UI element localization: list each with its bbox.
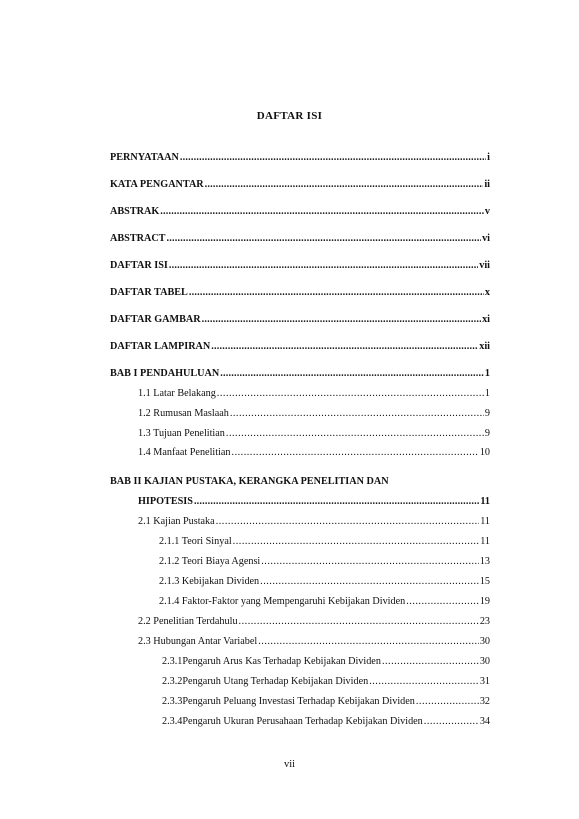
toc-entry-label: KATA PENGANTAR <box>110 179 204 190</box>
toc-entry-page: 1 <box>484 368 490 379</box>
toc-subentry <box>162 695 490 708</box>
toc-entry <box>110 367 490 380</box>
toc-entry-page: 30 <box>479 656 490 667</box>
leader-dots <box>258 635 479 648</box>
toc-entry-label: 2.1 Kajian Pustaka <box>138 516 215 527</box>
toc-subentry <box>138 427 490 440</box>
leader-dots <box>424 715 479 728</box>
toc-entry <box>110 205 490 218</box>
toc-entry-page: 11 <box>480 516 490 527</box>
toc-entry-page: v <box>484 206 490 217</box>
toc-entry-label: 2.3 Hubungan Antar Variabel <box>138 636 258 647</box>
toc-entry-label: 2.3.2Pengaruh Utang Terhadap Kebijakan Dividen <box>162 676 369 687</box>
toc-entry-page: 31 <box>479 676 490 687</box>
toc-entry-label: BAB I PENDAHULUAN <box>110 368 220 379</box>
leader-dots <box>205 178 484 191</box>
toc-subentry <box>159 575 490 588</box>
toc-entry-page: 19 <box>479 596 490 607</box>
toc-entry-label: 1.2 Rumusan Maslaah <box>138 408 229 419</box>
leader-dots <box>180 151 486 164</box>
toc-entry <box>110 232 490 245</box>
toc-entry-page: 11 <box>480 496 490 507</box>
toc-entry-label: 2.1.2 Teori Biaya Agensi <box>159 556 261 567</box>
toc-entry <box>110 151 490 164</box>
toc-subentry <box>162 655 490 668</box>
toc-entry <box>110 340 490 353</box>
toc-subentry <box>159 595 490 608</box>
toc-entry <box>110 178 490 191</box>
toc-entry-page: 10 <box>479 447 490 458</box>
toc-subentry <box>162 715 490 728</box>
leader-dots <box>232 446 479 459</box>
toc-entry-label: PERNYATAAN <box>110 152 179 163</box>
toc-entry-page: 30 <box>479 636 490 647</box>
toc-entry-page: i <box>487 152 490 163</box>
toc-entry <box>138 495 490 508</box>
leader-dots <box>166 232 481 245</box>
toc-entry-page: 9 <box>484 428 490 439</box>
toc-subentry <box>159 555 490 568</box>
toc-entry-label: 2.1.4 Faktor-Faktor yang Mempengaruhi Kebijakan Dividen <box>159 596 406 607</box>
leader-dots <box>211 340 478 353</box>
toc-entry-label: DAFTAR ISI <box>110 260 168 271</box>
toc-entry-label: 2.1.1 Teori Sinyal <box>159 536 232 547</box>
toc-subentry <box>162 675 490 688</box>
toc-entry-label: 1.4 Manfaat Penelitian <box>138 447 231 458</box>
toc-entry-label: ABSTRAK <box>110 206 160 217</box>
leader-dots <box>189 286 484 299</box>
leader-dots <box>260 575 479 588</box>
toc-entry-label: BAB II KAJIAN PUSTAKA, KERANGKA PENELITIAN DAN <box>110 476 389 487</box>
toc-entry-label: 2.2 Penelitian Terdahulu <box>138 616 238 627</box>
toc-entry-label: DAFTAR TABEL <box>110 287 188 298</box>
toc-entry-label: 2.3.4Pengaruh Ukuran Perusahaan Terhadap Kebijakan Dividen <box>162 716 423 727</box>
toc-subentry <box>138 615 490 628</box>
leader-dots <box>239 615 479 628</box>
toc-entry-label: HIPOTESIS <box>138 496 193 507</box>
toc-entry <box>110 259 490 272</box>
toc-entry-label: 1.3 Tujuan Penelitian <box>138 428 225 439</box>
leader-dots <box>233 535 480 548</box>
toc-entry-page: 11 <box>480 536 490 547</box>
toc-entry-page: xi <box>482 314 490 325</box>
toc-entry-label: DAFTAR LAMPIRAN <box>110 341 211 352</box>
toc-entry-page: 1 <box>484 388 490 399</box>
leader-dots <box>217 387 484 400</box>
toc-subentry <box>138 446 490 459</box>
leader-dots <box>406 595 479 608</box>
toc-entry <box>110 475 490 488</box>
toc-entry-page: xii <box>479 341 490 352</box>
toc-entry-page: vii <box>479 260 490 271</box>
toc-entry-page: 15 <box>479 576 490 587</box>
page-title: DAFTAR ISI <box>256 110 323 122</box>
leader-dots <box>369 675 479 688</box>
toc-subentry <box>138 515 490 528</box>
toc-entry-page: vi <box>482 233 490 244</box>
leader-dots <box>216 515 480 528</box>
leader-dots <box>160 205 484 218</box>
toc-entry-page: 34 <box>479 716 490 727</box>
leader-dots <box>194 495 479 508</box>
leader-dots <box>226 427 484 440</box>
toc-entry-page: 23 <box>479 616 490 627</box>
toc-entry-label: 2.1.3 Kebijakan Dividen <box>159 576 260 587</box>
leader-dots <box>230 407 484 420</box>
toc-subentry <box>138 387 490 400</box>
toc-subentry <box>138 635 490 648</box>
toc-entry-page: 9 <box>484 408 490 419</box>
leader-dots <box>382 655 479 668</box>
toc-entry <box>110 286 490 299</box>
toc-subentry <box>159 535 490 548</box>
toc-entry <box>110 313 490 326</box>
leader-dots <box>416 695 479 708</box>
toc-entry-page: 13 <box>479 556 490 567</box>
toc-entry-label: 2.3.3Pengaruh Peluang Investasi Terhadap Kebijakan Dividen <box>162 696 415 707</box>
leader-dots <box>202 313 481 326</box>
toc-entry-label: DAFTAR GAMBAR <box>110 314 201 325</box>
toc-entry-label: 1.1 Latar Belakang <box>138 388 216 399</box>
toc-entry-page: 32 <box>479 696 490 707</box>
toc-subentry <box>138 407 490 420</box>
toc-entry-page: x <box>484 287 490 298</box>
leader-dots <box>169 259 478 272</box>
toc-entry-page: ii <box>484 179 490 190</box>
toc-entry-label: 2.3.1Pengaruh Arus Kas Terhadap Kebijakan Dividen <box>162 656 381 667</box>
leader-dots <box>261 555 479 568</box>
toc-entry-label: ABSTRACT <box>110 233 166 244</box>
page-number: vii <box>283 759 296 770</box>
leader-dots <box>220 367 484 380</box>
